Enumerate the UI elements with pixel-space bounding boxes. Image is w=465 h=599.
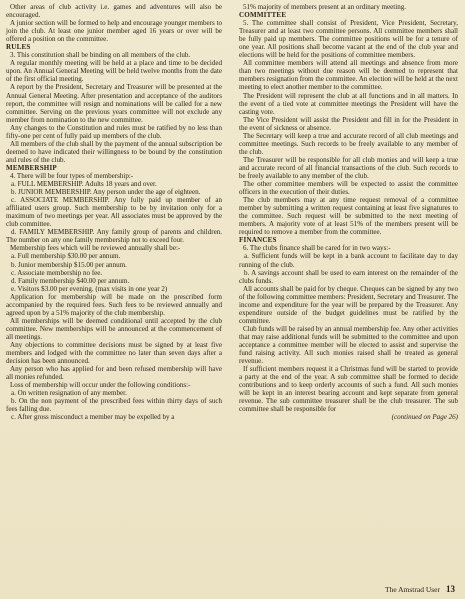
magazine-title: The Amstrad User	[385, 585, 440, 594]
paragraph: b. Junior membership $15.00 per annum.	[11, 260, 127, 269]
paragraph: 51% majority of members present at an ordinary meeting.	[243, 3, 407, 11]
paragraph: a. FULL MEMBERSHIP. Adults 18 years and over.	[11, 180, 157, 189]
section-heading: COMMITTEE	[239, 11, 287, 20]
section-heading: MEMBERSHIP	[6, 163, 57, 172]
left-column	[6, 3, 222, 421]
paragraph: e. Visitors $3.00 per evening. (max visits in one year 2)	[11, 284, 168, 293]
paragraph: The other committee members will be expected to assist the committee officers in the execution of their duties.	[239, 180, 458, 197]
paragraph: 6. The clubs finance shall be cared for in two ways:-	[243, 244, 391, 253]
paragraph: d. FAMILY MEMBERSHIP. Any family group of parents and children. The number on any one family membership not to exceed four.	[6, 228, 222, 245]
paragraph: a. Full membership $30.00 per annum.	[11, 252, 121, 261]
paragraph: c. ASSOCIATE MEMBERSHIP. Any fully paid up member of an affiliated users group. Such membership to be by invitation only for a maximum of two meetings per year. All associates must be approved by the club committee.	[6, 196, 222, 229]
right-column	[239, 3, 458, 421]
paragraph: The President will represent the club at all functions and in all matters. In the event of a tied vote at committee meetings the President will have the casting vote.	[239, 91, 458, 116]
paragraph: Any person who has applied for and been refused membership will have all monies refunded.	[6, 365, 222, 382]
paragraph: b. On the non payment of the prescribed fees within thirty days of such fees falling due.	[6, 397, 222, 414]
paragraph: c. Associate membership no fee.	[11, 268, 103, 277]
paragraph: A regular monthly meeting will be held at a place and time to be decided upon. An Annual General Meeting will be held twelve months from the date of the first official meeting.	[6, 59, 222, 84]
section-heading: FINANCES	[239, 236, 277, 245]
paragraph: c. After gross misconduct a member may be expelled by a	[11, 413, 175, 422]
paragraph: The Treasurer will be responsible for all club monies and will keep a true and accurate record of all financial transactions of the club. Such records to be freely available to any member of the club.	[239, 155, 458, 180]
paragraph: All memberships will be deemed conditional until accepted by the club committee. New memberships will be announced at the commencement of all meetings.	[6, 316, 222, 341]
paragraph: All accounts shall be paid for by cheque. Cheques can be signed by any two of the following committee members: President, Secretary and Treasurer. The income and expenditure for the year will be prepared by the Treasurer. Any expenditure outside of the budget guidelines must be ratified by the committee.	[239, 284, 458, 325]
page-number: 13	[446, 584, 455, 594]
paragraph: If sufficient members request it a Christmas fund will be started to provide a party at the end of the year. A sub committee shall be formed to decide contributions and to keep orderly accounts of such a fund. All such monies will be kept in an interest bearing account and kept separate from general revenue. The sub committee treasurer shall be the club treasurer. The sub committee shall be responsible for	[239, 365, 458, 414]
paragraph: Other areas of club activity i.e. games and adventures will also be encouraged.	[6, 3, 222, 20]
paragraph: b. JUNIOR MEMBERSHIP. Any person under the age of eighteen.	[11, 188, 201, 197]
paragraph: 5. The committee shall consist of President, Vice President, Secretary, Treasurer and at least two committee persons. All committee members shall be fully paid up members. The committee positions will be for a tenure of one year. All positions shall become vacant at the end of the club year and elections will be held for the positions of committee members.	[239, 19, 458, 60]
section-heading: RULES	[6, 43, 31, 52]
paragraph: A junior section will be formed to help and encourage younger members to join the club. At least one junior member aged 16 years or over will be offered a position on the committee.	[6, 19, 222, 44]
paragraph: 4. There will be four types of membership:-	[10, 171, 134, 180]
paragraph: Any changes to the Constitution and rules must be ratified by no less than fifty-one per cent of fully paid up members of the club.	[6, 123, 222, 140]
paragraph: Membership fees which will be reviewed annually shall be:-	[10, 244, 181, 253]
paragraph: b. A savings account shall be used to earn interest on the remainder of the clubs funds.	[239, 268, 458, 285]
paragraph: Application for membership will be made on the prescribed form accompanied by the required fees. Such fees to be reviewed annually and agreed upon by a 51% majority of the club membership.	[6, 292, 222, 317]
paragraph: The Secretary will keep a true and accurate record of all club meetings and committee meetings. Such records to be freely available to any member of the club.	[239, 131, 458, 156]
paragraph: d. Family membership $40.00 per annum.	[11, 276, 130, 285]
paragraph: The club members may at any time request removal of a committee member by submitting a written request containing at least five signatures to the committee. Such request will be submitted to the next meeting of members. A majority vote of at least 51% of the members present will be required to remove a member from the committee.	[239, 196, 458, 237]
page-footer	[385, 584, 455, 594]
paragraph: Club funds will be raised by an annual membership fee. Any other activities that may raise additional funds will be submitted to the committee and upon acceptance a committee member will be elected to assist and supervise the fund raising activity. All such monies raised shall be treated as general revenue.	[239, 324, 458, 366]
paragraph: a. Sufficient funds will be kept in a bank account to facilitate day to day running of the club.	[239, 252, 458, 269]
continued-note: (continued on Page 26)	[391, 413, 458, 422]
paragraph: Loss of membership will occur under the following conditions:-	[10, 381, 191, 390]
paragraph: 3. This constitution shall be binding on all members of the club.	[10, 51, 191, 60]
paragraph: a. On written resignation of any member.	[11, 389, 127, 398]
paragraph: Any objections to committee decisions must be signed by at least five members and lodged with the committee no later than seven days after a decision has been announced.	[6, 340, 222, 366]
paragraph: A report by the President, Secretary and Treasurer will be presented at the Annual General Meeting. After presentation and acceptance of the auditors report, the committee will resign and nominations will be called for a new committee. Serving on the previous years committee will not exclude any member from nomination to the new committee.	[6, 83, 222, 124]
paragraph: All members of the club shall by the payment of the annual subscription be deemed to have indicated their willingness to be bound by the constitution and rules of the club.	[6, 139, 222, 164]
paragraph: The Vice President will assist the President and fill in for the President in the event of sickness or absence.	[239, 115, 458, 132]
paragraph: All committee members will attend all meetings and absence from more than two meetings without due reason will be deemed to represent that members resignation from the committee. An election will be held at the next meeting to elect another member to the committee.	[239, 59, 458, 92]
